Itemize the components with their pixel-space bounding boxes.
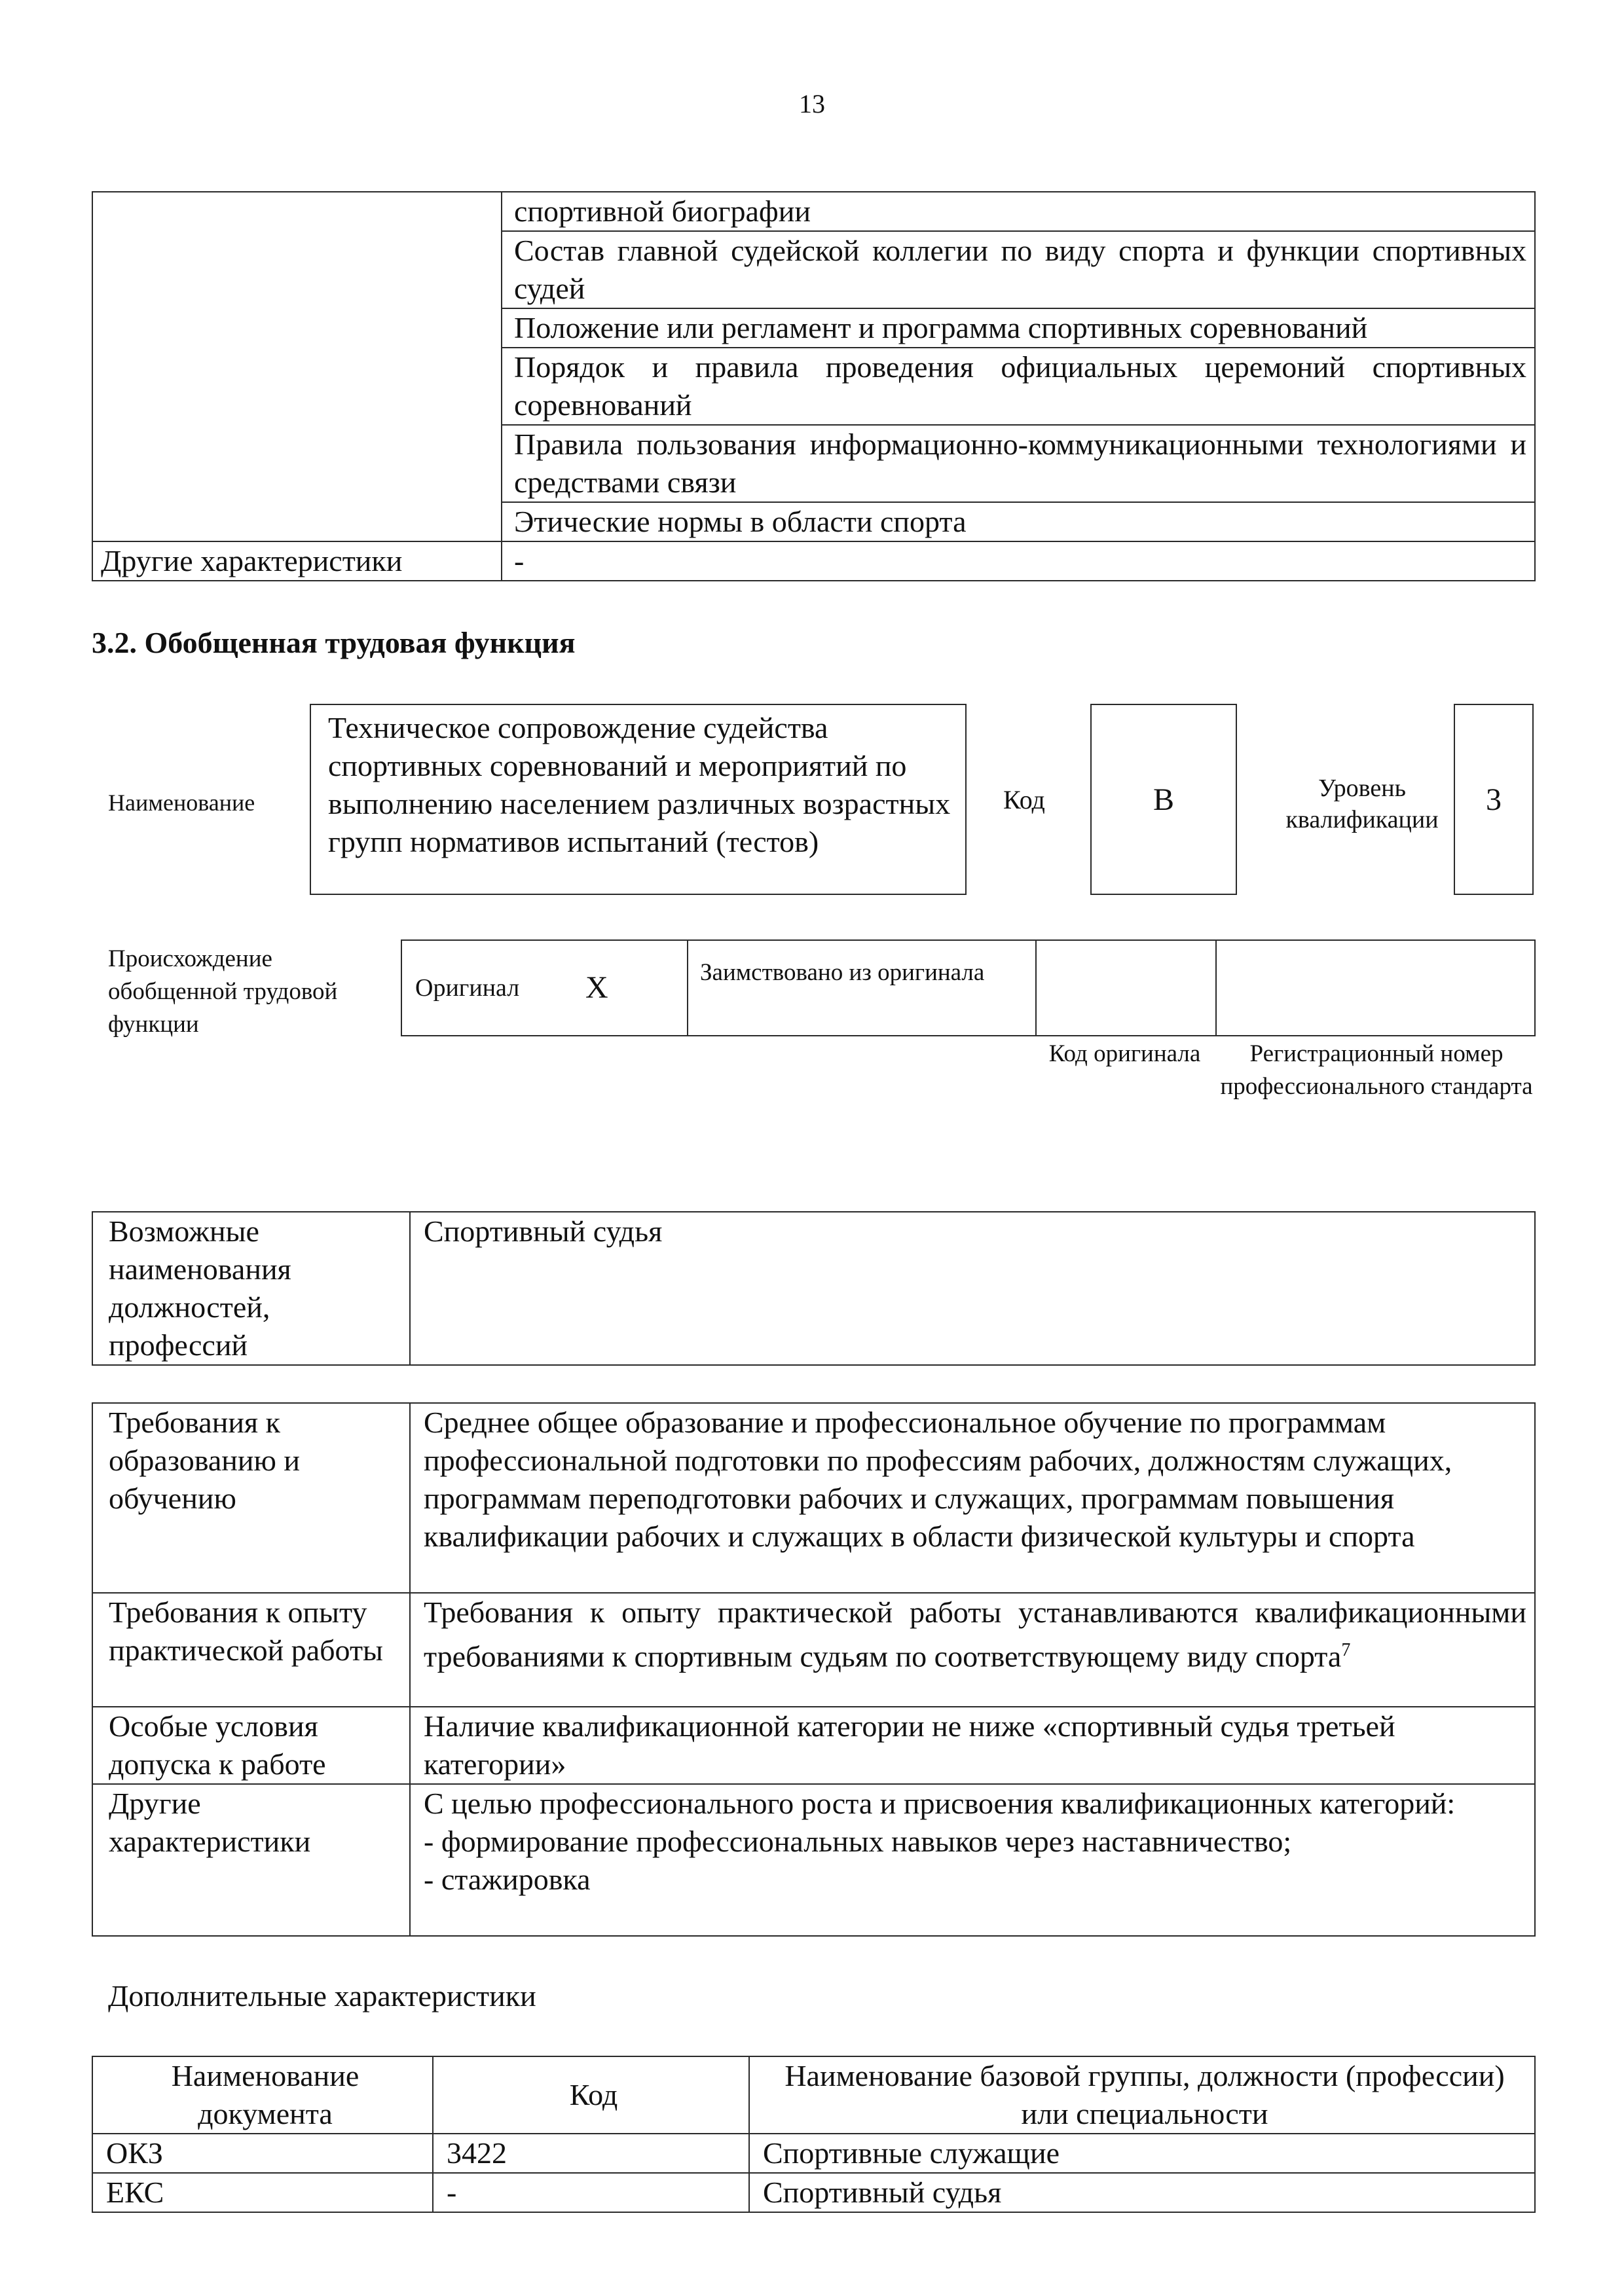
additional-table xyxy=(92,2056,1536,2213)
code-label: Код xyxy=(1003,785,1045,814)
other-req-line: - формирование профессиональных навыков через наставничество; xyxy=(424,1825,1292,1858)
header-group: Наименование базовой группы, должности (профессии) или специальности xyxy=(749,2056,1535,2134)
additional-title: Дополнительные характеристики xyxy=(108,1979,536,2013)
other-req-line: - стажировка xyxy=(424,1863,591,1896)
original-cell xyxy=(402,941,688,1035)
knowledge-item: спортивной биографии xyxy=(502,192,1535,231)
other-req-cell xyxy=(410,1784,1535,1936)
page-number: 13 xyxy=(799,89,825,118)
experience-label: Требования к опыту практической работы xyxy=(92,1593,410,1707)
positions-value: Спортивный судья xyxy=(410,1212,1535,1365)
borrowed-cell xyxy=(687,941,1037,1035)
section-title: 3.2. Обобщенная трудовая функция xyxy=(92,626,576,659)
level-value-box: 3 xyxy=(1454,704,1534,895)
empty-label-cell xyxy=(92,192,502,541)
origin-table xyxy=(401,939,1536,1036)
education-label: Требования к образованию и обучению xyxy=(92,1403,410,1593)
footnote-mark: 7 xyxy=(1341,1640,1351,1660)
knowledge-table xyxy=(92,191,1536,581)
other-req-line: С целью профессионального роста и присвоения квалификационных категорий: xyxy=(424,1787,1456,1820)
positions-label: Возможные наименования должностей, профессий xyxy=(92,1212,410,1365)
positions-table xyxy=(92,1211,1536,1366)
reg-number-caption: Регистрационный номер профессионального стандарта xyxy=(1220,1040,1533,1100)
doc-cell: ЕКС xyxy=(92,2173,433,2212)
experience-cell xyxy=(410,1593,1535,1707)
code-cell: - xyxy=(433,2173,749,2212)
admission-label: Особые условия допуска к работе xyxy=(92,1707,410,1784)
table-row xyxy=(92,2173,1535,2212)
knowledge-item: Порядок и правила проведения официальных церемоний спортивных соревнований xyxy=(502,348,1535,425)
knowledge-item: Положение или регламент и программа спортивных соревнований xyxy=(502,308,1535,348)
knowledge-item: Состав главной судейской коллегии по виду спорта и функции спортивных судей xyxy=(502,231,1535,308)
name-label: Наименование xyxy=(108,790,255,816)
function-name-box: Техническое сопровождение судейства спортивных соревнований и мероприятий по выполнению населением различных возрастных групп нормативов испытаний (тестов) xyxy=(310,704,967,895)
origin-label: Происхождение обобщенной трудовой функции xyxy=(108,945,338,1038)
original-code-cell xyxy=(1035,941,1217,1035)
other-characteristics-value: - xyxy=(502,541,1535,581)
admission-value: Наличие квалификационной категории не ниже «спортивный судья третьей категории» xyxy=(410,1707,1535,1784)
other-characteristics-label: Другие характеристики xyxy=(92,541,502,581)
borrowed-label: Заимствовано из оригинала xyxy=(700,959,985,986)
requirements-table xyxy=(92,1402,1536,1937)
group-cell: Спортивный судья xyxy=(749,2173,1535,2212)
doc-cell: ОКЗ xyxy=(92,2134,433,2173)
group-cell: Спортивные служащие xyxy=(749,2134,1535,2173)
original-mark: X xyxy=(585,970,608,1005)
header-document: Наименование документа xyxy=(92,2056,433,2134)
header-code: Код xyxy=(433,2056,749,2134)
experience-value: Требования к опыту практической работы устанавливаются квалификационными требованиями к спортивным судьям по соответствующему виду спорта xyxy=(424,1595,1526,1673)
education-value: Среднее общее образование и профессиональное обучение по программам профессиональной подготовки по профессиям рабочих, должностям служащих, программам переподготовки рабочих и служащих, программам повышения квалификации рабочих и служащих в области физической культуры и спорта xyxy=(410,1403,1535,1593)
code-value-box: B xyxy=(1090,704,1237,895)
knowledge-item: Этические нормы в области спорта xyxy=(502,502,1535,541)
other-req-label: Другие характеристики xyxy=(92,1784,410,1936)
level-label: Уровень квалификации xyxy=(1285,774,1439,833)
reg-number-cell xyxy=(1215,941,1536,1035)
code-cell: 3422 xyxy=(433,2134,749,2173)
knowledge-item: Правила пользования информационно-коммуникационными технологиями и средствами связи xyxy=(502,425,1535,502)
code-original-caption: Код оригинала xyxy=(1048,1040,1201,1067)
table-row xyxy=(92,2134,1535,2173)
original-label: Оригинал xyxy=(415,974,520,1002)
